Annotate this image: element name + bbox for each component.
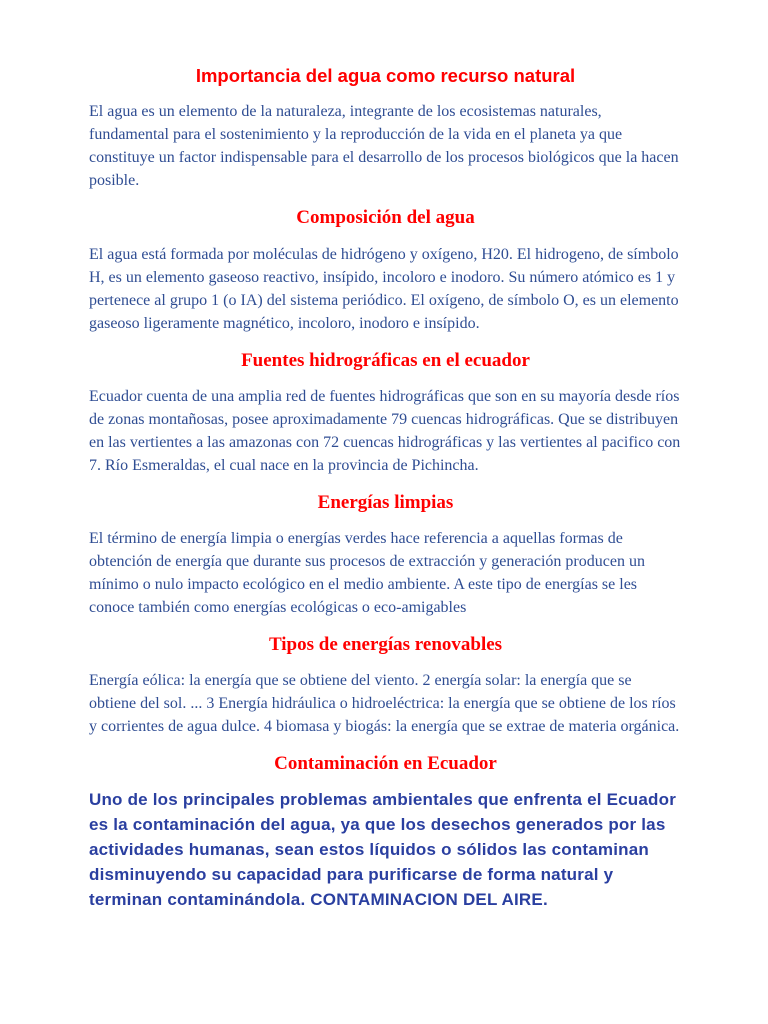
paragraph-contaminacion-ecuador: Uno de los principales problemas ambientales que enfrenta el Ecuador es la contaminación del agua, ya que los desechos generados por las actividades humanas, sean estos líquidos o sólidos las contaminan disminuyendo su capacidad para purificarse de forma natural y terminan contaminándola. CONTAMINACION DEL AIRE. bbox=[89, 790, 677, 909]
paragraph-fuentes-hidrograficas: Ecuador cuenta de una amplia red de fuentes hidrográficas que son en su mayoría desde ríos de zonas montañosas, posee aproximadamente 79 cuencas hidrográficas. Que se distribuyen en las vertientes a las amazonas con 72 cuencas hidrográficas y las vertientes al pacifico con 7. Río Esmeraldas, el cual nace en la provincia de Pichincha. bbox=[89, 388, 681, 474]
heading-fuentes-hidrograficas: Fuentes hidrográficas en el ecuador bbox=[241, 350, 530, 371]
paragraph-composicion-agua: El agua está formada por moléculas de hidrógeno y oxígeno, H20. El hidrogeno, de símbolo H, es un elemento gaseoso reactivo, insípido, incoloro e inodoro. Su número atómico es 1 y pertenece al grupo 1 (o IA) del sistema periódico. El oxígeno, de símbolo O, es un elemento gaseoso ligeramente magnético, incoloro, inodoro e insípido. bbox=[89, 246, 679, 332]
heading-energias-limpias: Energías limpias bbox=[317, 492, 454, 513]
heading-contaminacion-ecuador: Contaminación en Ecuador bbox=[274, 753, 497, 774]
paragraph-tipos-energias: Energía eólica: la energía que se obtiene del viento. 2 energía solar: la energía que se obtiene del sol. ... 3 Energía hidráulica o hidroeléctrica: la energía que se obtiene de los ríos y corrientes de agua dulce. 4 biomasa y biogás: la energía que se extrae de materia orgánica. bbox=[89, 672, 680, 735]
paragraph-energias-limpias: El término de energía limpia o energías verdes hace referencia a aquellas formas de obtención de energía que durante sus procesos de extracción y generación producen un mínimo o nulo impacto ecológico en el medio ambiente. A este tipo de energías se les conoce también como energías ecológicas o eco-amigables bbox=[89, 530, 645, 616]
heading-tipos-energias: Tipos de energías renovables bbox=[268, 634, 503, 655]
paragraph-importancia-agua: El agua es un elemento de la naturaleza, integrante de los ecosistemas naturales, fundamental para el sostenimiento y la reproducción de la vida en el planeta ya que constituye un factor indispensable para el desarrollo de los procesos biológicos que la hacen posible. bbox=[89, 103, 679, 189]
heading-importancia-agua: Importancia del agua como recurso natural bbox=[195, 65, 576, 86]
heading-composicion-agua: Composición del agua bbox=[296, 207, 475, 228]
